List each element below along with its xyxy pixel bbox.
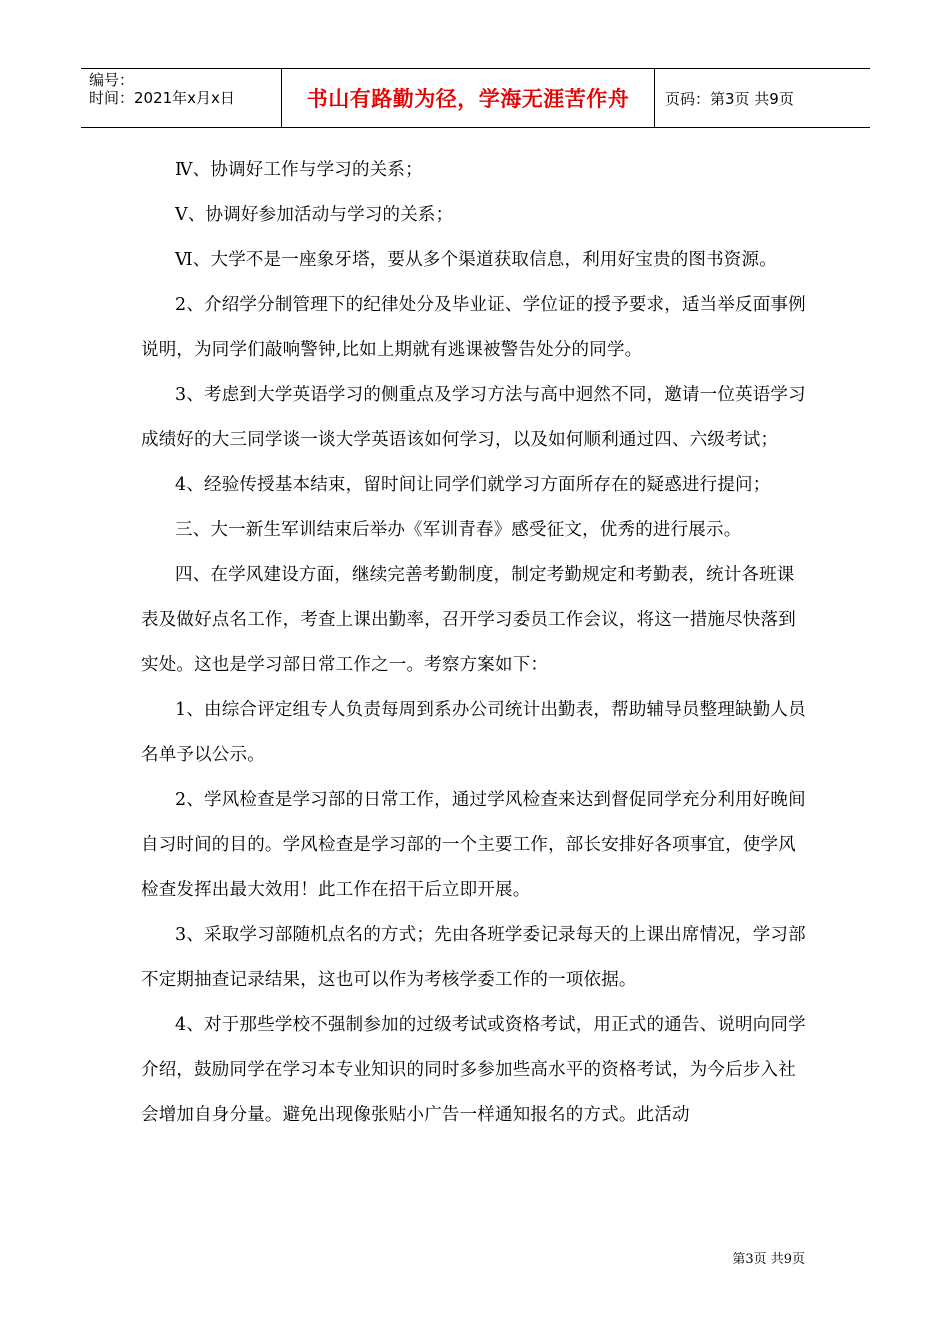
paragraph-1: Ⅳ、协调好工作与学习的关系； [175,160,423,180]
paragraph-9: 1、由综合评定组专人负责每周到系办公司统计出勤表，帮助辅导员整理缺勤人员名单予以公示。 [141,700,806,765]
paragraph-10: 2、学风检查是学习部的日常工作，通过学风检查来达到督促同学充分利用好晚间自习时间的目的。学风检查是学习部的一个主要工作，部长安排好各项事宜，使学风检查发挥出最大效用！此工作在招干后立即开展。 [141,790,806,900]
paragraph-4: 2、介绍学分制管理下的纪律处分及毕业证、学位证的授予要求，适当举反面事例说明，为同学们敲响警钟,比如上期就有逃课被警告处分的同学。 [141,295,806,360]
page-header [81,68,870,128]
paragraph-5: 3、考虑到大学英语学习的侧重点及学习方法与高中迥然不同，邀请一位英语学习成绩好的大三同学谈一谈大学英语该如何学习，以及如何顺利通过四、六级考试； [141,385,806,450]
paragraph-2: Ⅴ、协调好参加活动与学习的关系； [175,205,454,225]
document-date: 时间：2021年x月x日 [89,89,235,107]
document-body [141,148,811,1138]
document-number: 编号： [89,71,135,89]
paragraph-8: 四、在学风建设方面，继续完善考勤制度，制定考勤规定和考勤表，统计各班课表及做好点名工作，考查上课出勤率，召开学习委员工作会议，将这一措施尽快落到实处。这也是学习部日常工作之一。考察方案如下： [141,565,796,675]
paragraph-6: 4、经验传授基本结束，留时间让同学们就学习方面所存在的疑惑进行提问； [175,475,771,495]
header-motto: 书山有路勤为径，学海无涯苦作舟 [282,69,655,127]
paragraph-7: 三、大一新生军训结束后举办《军训青春》感受征文，优秀的进行展示。 [175,520,742,540]
page-footer: 第3页 共9页 [732,1252,805,1267]
header-page-number: 页码：第3页 共9页 [665,89,794,108]
paragraph-11: 3、采取学习部随机点名的方式；先由各班学委记录每天的上课出席情况，学习部不定期抽查记录结果，这也可以作为考核学委工作的一项依据。 [141,925,806,990]
paragraph-12: 4、对于那些学校不强制参加的过级考试或资格考试，用正式的通告、说明向同学介绍，鼓励同学在学习本专业知识的同时多参加些高水平的资格考试，为今后步入社会增加自身分量。避免出现像张贴小广告一样通知报名的方式。此活动 [141,1015,806,1125]
paragraph-3: Ⅵ、大学不是一座象牙塔，要从多个渠道获取信息，利用好宝贵的图书资源。 [175,250,777,270]
header-meta [81,69,282,127]
